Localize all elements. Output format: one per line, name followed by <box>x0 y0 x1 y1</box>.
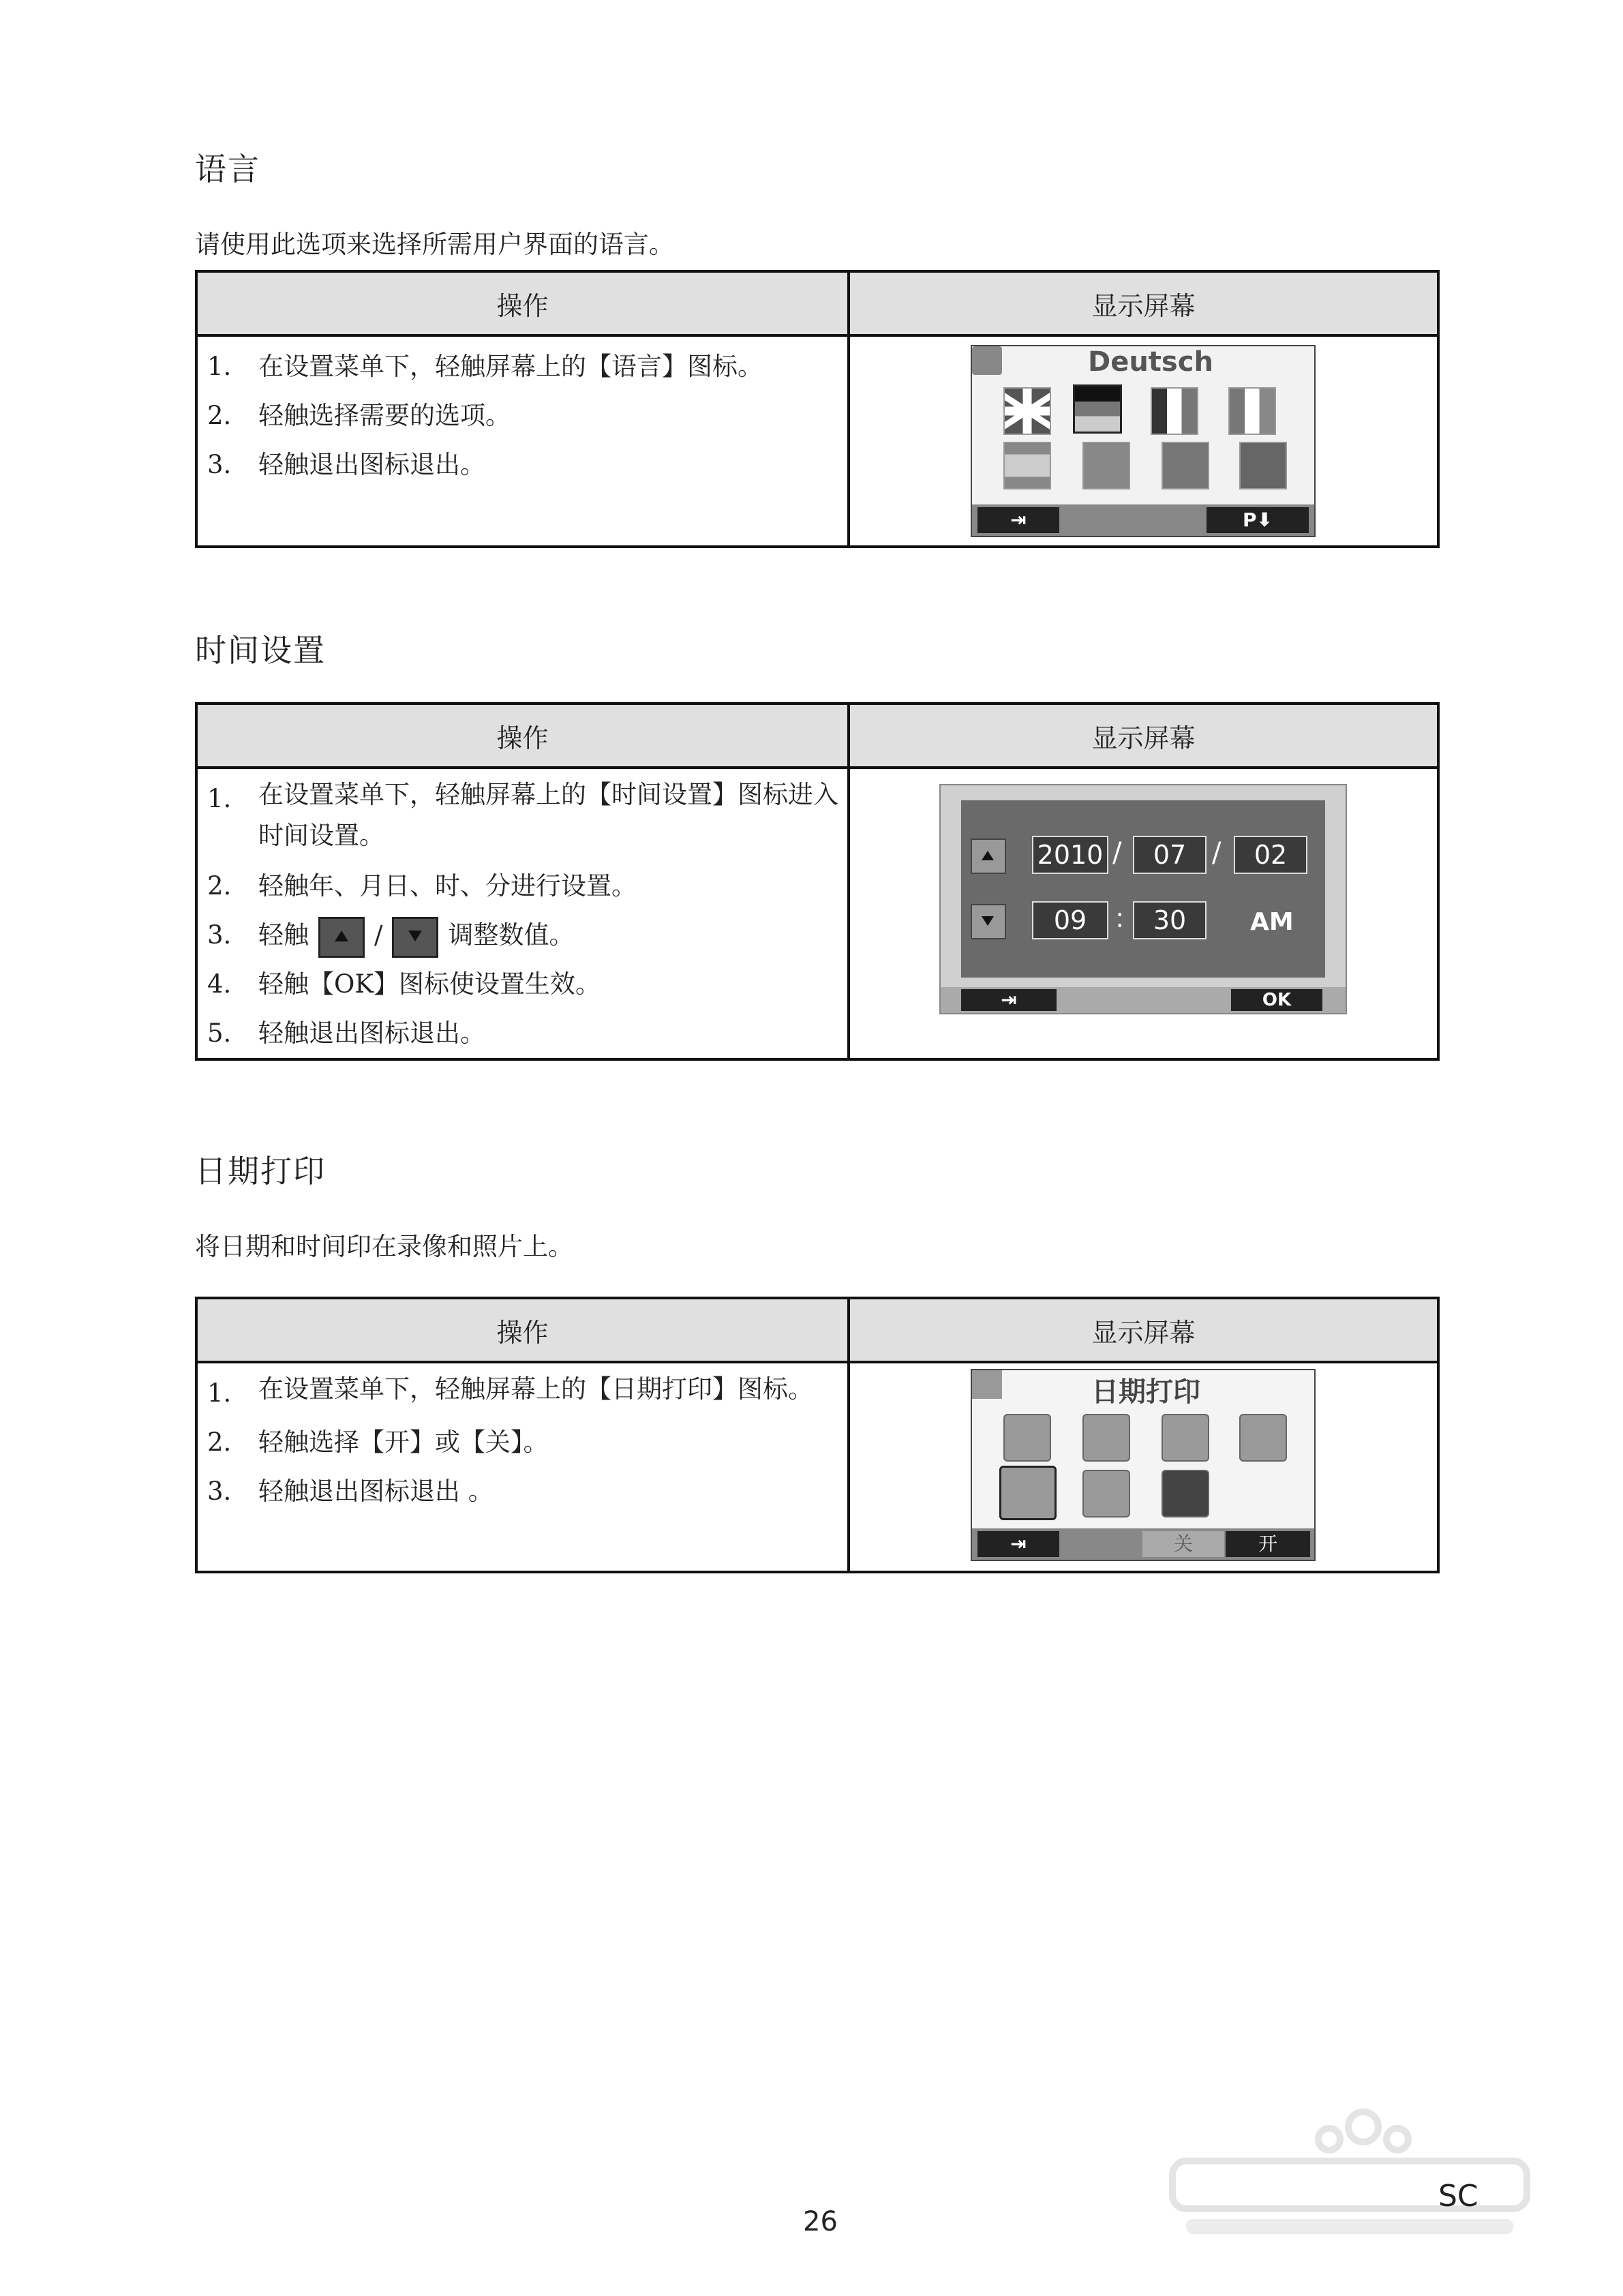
on-button[interactable]: 开 <box>1226 1531 1310 1557</box>
step-text: 轻触退出图标退出。 <box>258 1018 485 1048</box>
year-field[interactable]: 2010 <box>1032 836 1108 874</box>
france-flag-icon[interactable] <box>1151 387 1198 435</box>
column-header-screen: 显示屏幕 <box>849 704 1438 768</box>
column-header-screen: 显示屏幕 <box>849 1298 1438 1362</box>
step-text: 轻触【OK】图标使设置生效。 <box>258 969 601 999</box>
exit-button[interactable]: ⇥ <box>977 507 1059 533</box>
steps-cell <box>196 1362 849 1572</box>
off-button[interactable]: 关 <box>1142 1531 1224 1557</box>
month-field[interactable]: 07 <box>1133 836 1207 874</box>
sound-icon[interactable] <box>1003 1414 1051 1462</box>
step-text-after: 调整数值。 <box>448 920 575 950</box>
language-code-label: SC <box>1438 2179 1478 2214</box>
step-item <box>207 862 840 911</box>
date-separator: / <box>1112 837 1122 868</box>
step-number: 3. <box>207 450 232 479</box>
step-text: 轻触年、月日、时、分进行设置。 <box>258 871 637 901</box>
step-text <box>258 911 840 960</box>
uk-flag-icon[interactable] <box>1003 387 1051 435</box>
bottom-toolbar <box>941 987 1346 1013</box>
steps-list <box>198 337 847 489</box>
date-print-screen <box>971 1369 1316 1561</box>
step-item <box>207 770 840 862</box>
step-number: 5. <box>207 1018 232 1048</box>
time-setting-screen <box>939 784 1347 1014</box>
steps-cell <box>196 768 849 1059</box>
baidu-watermark-logo <box>1159 2086 1541 2250</box>
germany-flag-icon[interactable] <box>1073 384 1122 434</box>
step-text: 轻触选择【开】或【关】。 <box>258 1428 549 1457</box>
step-number: 2. <box>207 401 232 430</box>
hour-field[interactable]: 09 <box>1032 901 1108 939</box>
down-arrow-button[interactable] <box>971 904 1006 939</box>
step-item <box>207 391 840 440</box>
date-print-icon[interactable] <box>999 1466 1057 1520</box>
spain-flag-icon[interactable] <box>1003 442 1051 489</box>
language-screen <box>971 345 1316 537</box>
step-item <box>207 911 840 960</box>
down-arrow-icon <box>392 917 438 958</box>
portugal-flag-icon[interactable] <box>1082 442 1130 489</box>
steps-cell <box>196 335 849 547</box>
step-number: 3. <box>207 1477 232 1506</box>
day-field[interactable]: 02 <box>1234 836 1307 874</box>
step-item <box>207 440 840 489</box>
clock-icon[interactable] <box>1239 1414 1287 1462</box>
bottom-toolbar <box>972 1528 1314 1560</box>
exit-button[interactable]: ⇥ <box>977 1531 1059 1557</box>
step-text-slash: / <box>374 920 383 950</box>
tv-icon[interactable] <box>1082 1414 1130 1462</box>
selected-language-label: Deutsch <box>1088 346 1213 378</box>
step-number: 2. <box>207 871 232 901</box>
section-description-date-print: 将日期和时间印在录像和照片上。 <box>195 1232 573 1261</box>
step-text: 在设置菜单下，轻触屏幕上的【时间设置】图标进入时间设置。 <box>258 780 838 850</box>
page-number: 26 <box>803 2206 838 2237</box>
minute-field[interactable]: 30 <box>1133 901 1207 939</box>
up-arrow-icon <box>318 917 365 958</box>
date-print-title: 日期打印 <box>1091 1376 1200 1408</box>
column-header-action: 操作 <box>196 271 849 335</box>
section-title-date-print: 日期打印 <box>195 1153 326 1190</box>
globe-icon <box>972 346 1002 375</box>
step-text: 在设置菜单下，轻触屏幕上的【日期打印】图标。 <box>258 1374 813 1404</box>
section-description-language: 请使用此选项来选择所需用户界面的语言。 <box>195 230 674 259</box>
step-number: 1. <box>207 784 232 813</box>
step-number: 3. <box>207 920 232 950</box>
step-item <box>207 342 840 391</box>
language-icon[interactable] <box>1162 1414 1209 1462</box>
bottom-toolbar <box>972 504 1314 536</box>
step-number: 1. <box>207 352 232 381</box>
date-separator: / <box>1212 837 1222 868</box>
column-header-action: 操作 <box>196 1298 849 1362</box>
section-title-time-setting: 时间设置 <box>195 632 326 669</box>
column-header-screen: 显示屏幕 <box>849 271 1438 335</box>
step-item <box>207 1467 840 1516</box>
step-text: 轻触退出图标退出 。 <box>258 1477 494 1506</box>
step-number: 2. <box>207 1428 232 1457</box>
steps-list <box>198 1363 847 1516</box>
settings-corner-icon <box>972 1370 1002 1399</box>
reset-icon[interactable] <box>1162 1470 1209 1517</box>
step-text-before: 轻触 <box>258 920 309 950</box>
step-text: 轻触退出图标退出。 <box>258 450 485 479</box>
italy-flag-icon[interactable] <box>1228 387 1276 435</box>
china-flag-icon[interactable] <box>1162 442 1209 489</box>
column-header-action: 操作 <box>196 704 849 768</box>
step-item <box>207 960 840 1009</box>
hongkong-flag-icon[interactable] <box>1239 442 1287 489</box>
step-text: 在设置菜单下，轻触屏幕上的【语言】图标。 <box>258 352 763 381</box>
up-arrow-button[interactable] <box>971 839 1006 874</box>
format-icon[interactable] <box>1082 1470 1130 1517</box>
ok-button[interactable]: OK <box>1231 989 1322 1011</box>
ampm-field[interactable]: AM <box>1250 908 1294 936</box>
step-item <box>207 1418 840 1467</box>
exit-button[interactable]: ⇥ <box>961 989 1057 1011</box>
step-number: 1. <box>207 1378 232 1408</box>
steps-list <box>198 769 847 1058</box>
step-item <box>207 1009 840 1058</box>
step-number: 4. <box>207 969 232 999</box>
step-text: 轻触选择需要的选项。 <box>258 401 511 430</box>
step-item <box>207 1365 840 1418</box>
section-title-language: 语言 <box>195 151 260 187</box>
page-down-button[interactable]: P⬇ <box>1207 507 1309 533</box>
time-separator: : <box>1115 903 1125 934</box>
time-panel <box>961 800 1325 978</box>
